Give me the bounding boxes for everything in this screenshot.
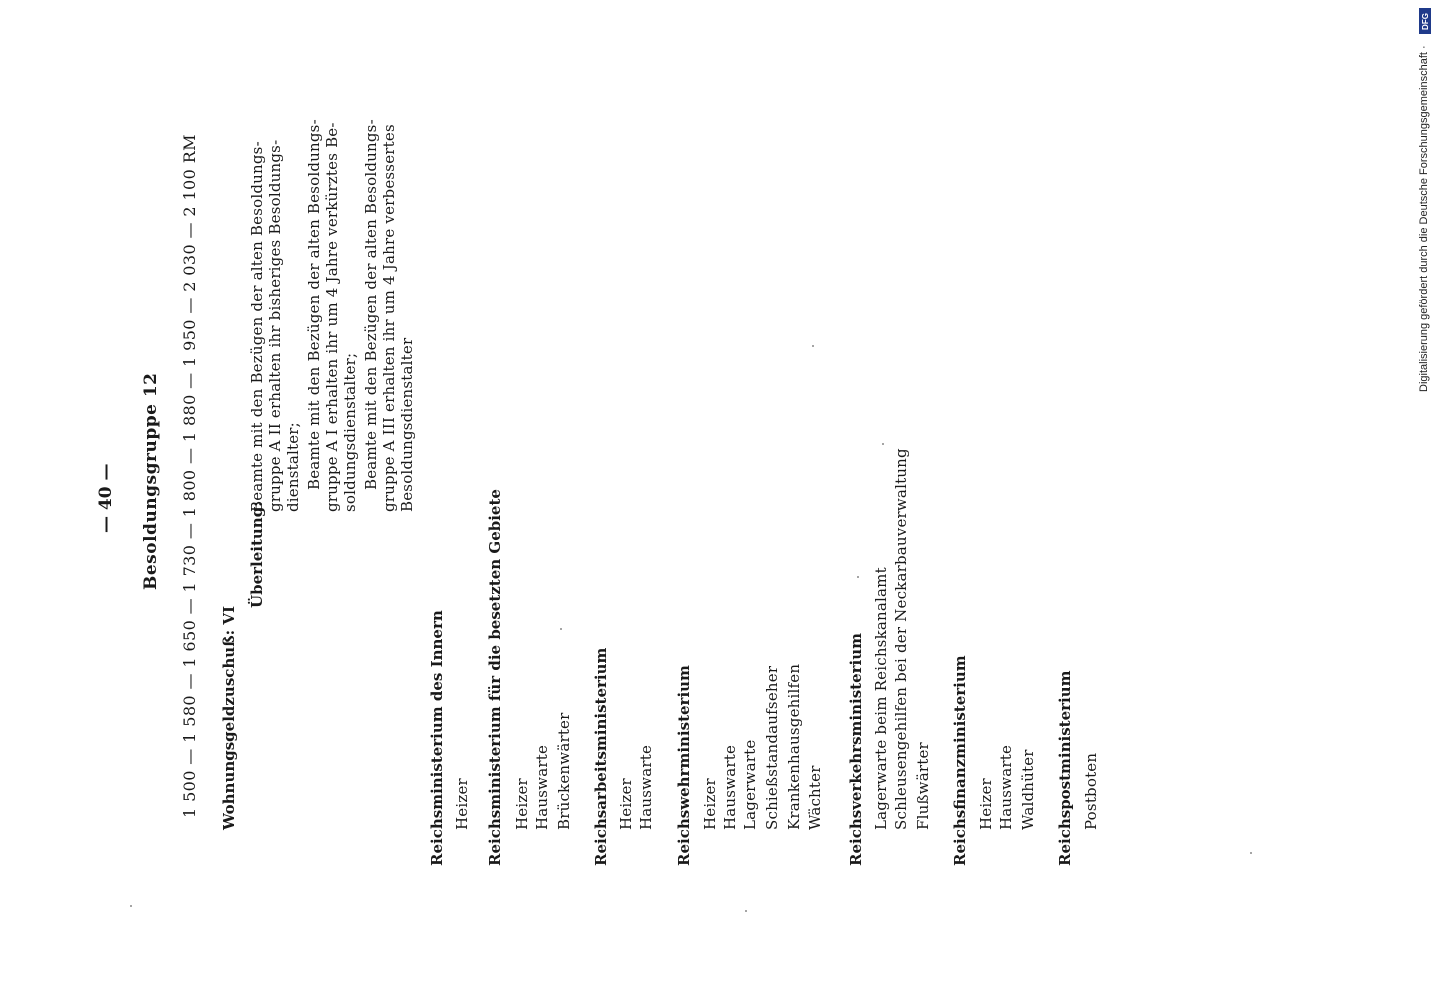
transition-line: Beamte mit den Bezügen der alten Besoldungs- bbox=[362, 119, 380, 490]
transition-line: soldungsdienstalter; bbox=[341, 352, 359, 512]
ministry-item: Wächter bbox=[806, 765, 824, 830]
ministry-item: Hauswarte bbox=[997, 744, 1015, 830]
transition-line: gruppe A II erhalten ihr bisheriges Besoldungs- bbox=[266, 139, 284, 512]
ministry-item: Lagerwarte beim Reichskanalamt bbox=[872, 567, 890, 830]
page-title: Besoldungsgruppe 12 bbox=[141, 372, 161, 590]
ministry-item: Heizer bbox=[453, 778, 471, 830]
ministry-item: Heizer bbox=[977, 778, 995, 830]
ministry-item: Hauswarte bbox=[533, 744, 551, 830]
scan-speck bbox=[857, 576, 859, 578]
ministry-item: Hauswarte bbox=[721, 744, 739, 830]
scan-speck bbox=[130, 905, 132, 907]
ministry-item: Flußwärter bbox=[914, 742, 932, 830]
transition-line: Besoldungsdienstalter bbox=[398, 337, 416, 512]
ministry-heading: Reichsfinanzministerium bbox=[951, 655, 969, 866]
ministry-heading: Reichspostministerium bbox=[1056, 670, 1074, 866]
ministry-item: Hauswarte bbox=[637, 744, 655, 830]
ministry-item: Postboten bbox=[1082, 752, 1100, 830]
housing-allowance: Wohnungsgeldzuschuß: VI bbox=[220, 605, 238, 830]
ministry-item: Schießstandaufseher bbox=[763, 665, 781, 830]
ministry-item: Brückenwärter bbox=[555, 712, 573, 830]
ministry-item: Heizer bbox=[513, 778, 531, 830]
salary-scale: 1 500 — 1 580 — 1 650 — 1 730 — 1 800 — 1 880 — 1 950 — 2 030 — 2 100 RM bbox=[180, 134, 199, 818]
ministry-heading: Reichsarbeitsministerium bbox=[592, 647, 610, 866]
dfg-logo-text: DFG bbox=[1420, 12, 1430, 30]
transition-line: gruppe A I erhalten ihr um 4 Jahre verkürztes Be- bbox=[323, 122, 341, 512]
ministry-heading: Reichsministerium für die besetzten Gebiete bbox=[486, 489, 504, 866]
ministry-item: Heizer bbox=[701, 778, 719, 830]
funding-note: Digitalisierung gefördert durch die Deutsche Forschungsgemeinschaft · bbox=[1418, 45, 1430, 392]
scan-speck bbox=[745, 910, 747, 912]
scan-speck bbox=[882, 443, 884, 445]
transition-line: Beamte mit den Bezügen der alten Besoldungs- bbox=[305, 119, 323, 490]
ministry-heading: Reichswehrministerium bbox=[675, 665, 693, 866]
transition-line: dienstalter; bbox=[284, 422, 302, 512]
ministry-item: Heizer bbox=[617, 778, 635, 830]
ministry-item: Krankenhausgehilfen bbox=[785, 663, 803, 830]
page-number: — 40 — bbox=[96, 463, 116, 533]
ministry-heading: Reichsministerium des Innern bbox=[428, 610, 446, 866]
transition-label: Überleitung: bbox=[248, 501, 266, 608]
dfg-logo-icon bbox=[1419, 8, 1431, 34]
ministry-item: Lagerwarte bbox=[741, 739, 759, 830]
ministry-item: Schleusengehilfen bei der Neckarbauverwaltung bbox=[892, 448, 910, 830]
ministry-heading: Reichsverkehrsministerium bbox=[847, 632, 865, 866]
ministry-item: Waldhüter bbox=[1019, 749, 1037, 830]
scan-speck bbox=[560, 628, 562, 630]
transition-line: Beamte mit den Bezügen der alten Besoldungs- bbox=[248, 141, 266, 512]
scan-speck bbox=[1250, 852, 1252, 854]
transition-line: gruppe A III erhalten ihr um 4 Jahre verbessertes bbox=[380, 124, 398, 512]
scan-speck bbox=[812, 345, 814, 347]
